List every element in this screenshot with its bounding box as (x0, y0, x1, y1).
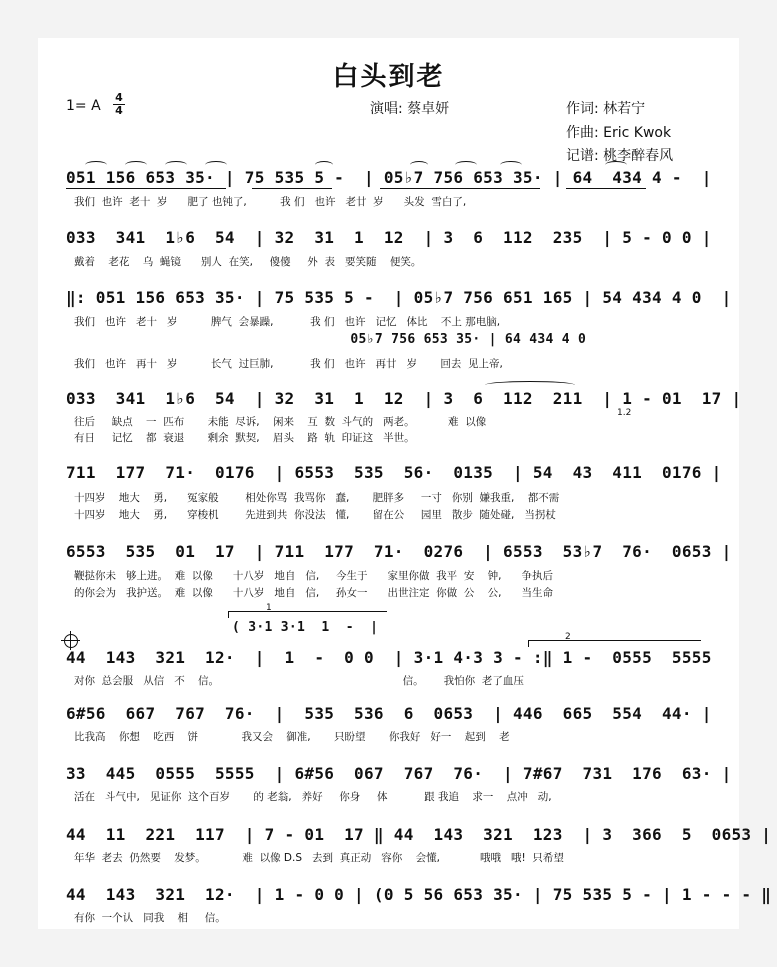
lyric-line: 我们 也许 老十 岁 脾气 会暴躁, 我 们 也许 记忆 体比 不上 那电脑, (74, 316, 501, 328)
notation-row: 6#56 667 767 76· | 535 536 6 0653 | 446 665 554 44· | (66, 704, 712, 723)
slur (125, 161, 147, 169)
notation-row: ‖: 051 156 653 35· | 75 535 5 - | 05♭7 756 651 165 | 54 434 4 0 | (66, 288, 732, 307)
time-signature (112, 92, 126, 117)
lyric-line: 年华 老去 仍然要 发梦。 难 以像 D.S 去到 真正动 容你 会懂, 哦哦 哦! 只希望 (74, 852, 564, 864)
notation-row: 033 341 1♭6 54 | 32 31 1 12 | 3 6 112 211 | 1 - 01 17 | (66, 389, 742, 408)
meter-bottom: 4 (115, 104, 123, 117)
notation-row: 44 143 321 12· | 1 - 0 0 | (0 5 56 653 35· | 75 535 5 - | 1 - - - ‖ (66, 885, 772, 904)
volta-number-2: 2 (565, 632, 571, 642)
singer-credit: 演唱: 蔡卓妍 (370, 101, 450, 117)
composer-credit: 作曲: Eric Kwok (566, 125, 672, 141)
notation-row: 051 156 653 35· | 75 535 5 - | 05♭7 756 653 35· | 64 434 4 - | (66, 168, 712, 187)
lyric-line: 有你 一个认 同我 相 信。 (74, 912, 226, 924)
lyric-line: 活在 斗气中, 见证你 这个百岁 的 老翁, 养好 你身 体 跟 我追 求一 点冲 动, (74, 791, 552, 803)
slur (205, 161, 227, 169)
lyric-line: 比我高 你想 吃西 饼 我又会 御准, 只盼望 你我好 好一 起到 老 (74, 731, 510, 743)
lyric-line: 戴着 老花 乌 蝇镜 别人 在笑, 傻傻 外 表 要笑随 便笑。 (74, 256, 422, 268)
lyric-line: 鞭挞你未 够上进。 难 以像 十八岁 地自 信, 今生于 家里你做 我平 安 钟, 争执后 (74, 570, 554, 582)
lyric-line: 十四岁 地大 勇, 冤家般 相处你骂 我骂你 蠢, 肥胖多 一寸 你别 嫌我重, 都不需 (74, 492, 560, 504)
slur (500, 161, 522, 169)
slur (605, 161, 627, 169)
slur (455, 161, 477, 169)
slur (315, 161, 333, 169)
beam-line (380, 188, 540, 189)
lyricist-credit: 作词: 林若宁 (566, 101, 646, 117)
slur (410, 161, 428, 169)
repeat-mark: 1.2 (617, 408, 632, 418)
volta-number-1: 1 (266, 603, 272, 613)
notation-row: 6553 535 01 17 | 711 177 71· 0276 | 6553 53♭7 76· 0653 | (66, 542, 732, 561)
volta-notes: ( 3·1 3·1 1 - | (232, 620, 379, 635)
lyric-line: 往后 缺点 一 匹布 未能 尽诉, 闲来 互 数 斗气的 两老。 难 以像 (74, 416, 487, 428)
beam-line (252, 188, 332, 189)
slur (485, 381, 575, 389)
beam-line (66, 188, 226, 189)
notation-row-alt: 05♭7 756 653 35· | 64 434 4 0 (66, 332, 587, 347)
notation-row: 44 11 221 117 | 7 - 01 17 ‖ 44 143 321 123 | 3 366 5 0653 | (66, 825, 772, 844)
volta-bracket-1 (228, 611, 387, 618)
notation-row: 33 445 0555 5555 | 6#56 067 767 76· | 7#67 731 176 63· | (66, 764, 732, 783)
song-title: 白头到老 (332, 62, 445, 92)
slur (85, 161, 107, 169)
lyric-line: 十四岁 地大 勇, 穿梭机 先进到共 你没法 懂, 留在公 园里 散步 随处碰, 当拐杖 (74, 509, 556, 521)
volta-bracket-2 (528, 640, 701, 647)
lyric-line: 我们 也许 再十 岁 长气 过巨肺, 我 们 也许 再廿 岁 回去 见上帝, (74, 358, 503, 370)
coda-icon (64, 634, 78, 648)
slur (165, 161, 187, 169)
transcriber-credit: 记谱: 桃李醉春风 (566, 148, 674, 164)
notation-row: 711 177 71· 0176 | 6553 535 56· 0135 | 54 43 411 0176 | (66, 463, 722, 482)
notation-row: 033 341 1♭6 54 | 32 31 1 12 | 3 6 112 235 | 5 - 0 0 | (66, 228, 712, 247)
lyric-line: 有日 记忆 都 衰退 剩余 默契, 眉头 路 轨 印证这 半世。 (74, 432, 415, 444)
lyric-line: 我们 也许 老十 岁 肥了 也钝了, 我 们 也许 老廿 岁 头发 雪白了, (74, 196, 467, 208)
notation-row: 44 143 321 12· | 1 - 0 0 | 3·1 4·3 3 - :‖ 1 - 0555 5555 (66, 648, 712, 667)
beam-line (566, 188, 646, 189)
key-signature: 1= A (66, 98, 101, 114)
meter-top: 4 (115, 91, 123, 104)
lyric-line: 的你会为 我护送。 难 以像 十八岁 地自 信, 孙女一 出世注定 你做 公 公, 当生命 (74, 587, 554, 599)
lyric-line: 对你 总会服 从信 不 信。 信。 我怕你 老了血压 (74, 675, 524, 687)
